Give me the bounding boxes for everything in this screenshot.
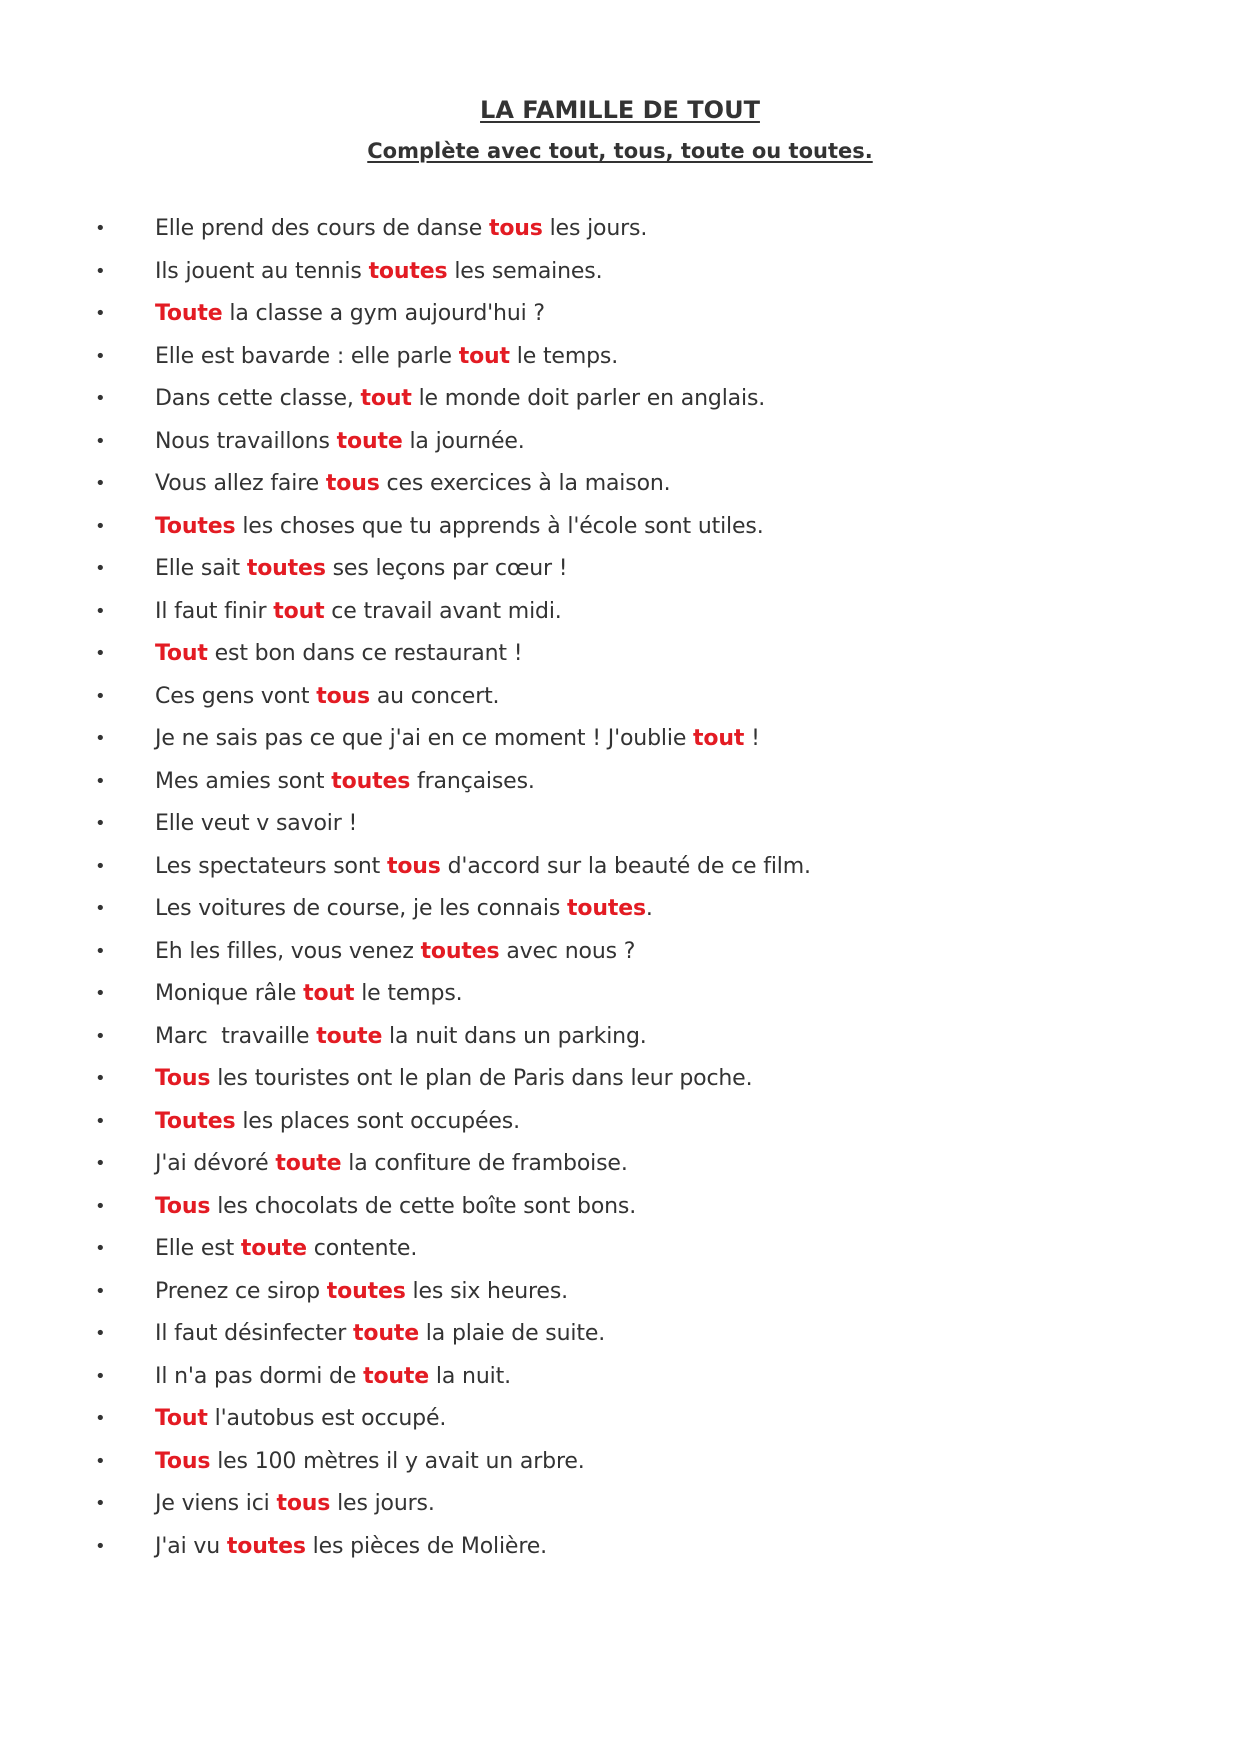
- bullet-icon: •: [95, 1195, 106, 1217]
- answer-word: tous: [276, 1491, 331, 1516]
- sentence-before: Elle sait: [155, 556, 247, 581]
- answer-word: tout: [360, 386, 412, 411]
- sentence-before: Il faut finir: [155, 598, 274, 624]
- exercise-sentence: [155, 850, 811, 884]
- exercise-sentence: [155, 1232, 417, 1266]
- sentence-before: Elle est: [155, 1236, 241, 1261]
- bullet-icon: •: [95, 643, 106, 664]
- exercise-item: [0, 1105, 1240, 1148]
- bullet-icon: •: [95, 388, 106, 409]
- sentence-before: Les spectateurs sont: [155, 853, 387, 879]
- answer-word: Toutes: [155, 1108, 236, 1134]
- sentence-after: les six heures.: [405, 1278, 568, 1304]
- exercise-item: [0, 850, 1240, 893]
- exercise-sentence: [155, 255, 602, 289]
- exercise-sentence: [155, 1402, 446, 1436]
- answer-word: toute: [352, 1321, 419, 1346]
- exercise-item: [0, 1402, 1240, 1445]
- sentence-after: la plaie de suite.: [418, 1321, 606, 1346]
- exercise-item: [0, 680, 1240, 723]
- sentence-after: les 100 mètres il y avait un arbre.: [210, 1448, 585, 1474]
- answer-word: Tout: [155, 1406, 208, 1431]
- exercise-sentence: [155, 1020, 647, 1054]
- bullet-icon: •: [95, 1280, 106, 1302]
- sentence-after: les places sont occupées.: [235, 1108, 520, 1134]
- bullet-icon: •: [95, 855, 106, 877]
- exercise-item: [0, 722, 1240, 765]
- answer-word: toutes: [420, 938, 500, 964]
- answer-word: toute: [240, 1236, 307, 1261]
- exercise-sentence: [155, 935, 635, 969]
- exercise-item: [0, 552, 1240, 595]
- page-title: LA FAMILLE DE TOUT: [480, 96, 760, 124]
- answer-word: toutes: [368, 258, 448, 284]
- sentence-before: Il faut désinfecter: [155, 1321, 353, 1346]
- bullet-icon: •: [95, 813, 106, 834]
- sentence-before: Elle veut v savoir !: [155, 811, 358, 836]
- sentence-after: les choses que tu apprends à l'école sont utiles.: [235, 513, 764, 539]
- sentence-before: Ces gens vont: [155, 683, 317, 709]
- sentence-after: d'accord sur la beauté de ce film.: [440, 853, 811, 879]
- sentence-after: le monde doit parler en anglais.: [411, 386, 766, 411]
- sentence-after: les touristes ont le plan de Paris dans leur poche.: [210, 1066, 753, 1091]
- sentence-before: Je ne sais pas ce que j'ai en ce moment ! J'oublie: [155, 726, 694, 751]
- exercise-sentence: [155, 425, 525, 459]
- sentence-after: le temps.: [354, 981, 463, 1006]
- exercise-item: [0, 892, 1240, 935]
- sentence-after: les jours.: [542, 216, 648, 241]
- exercise-item: [0, 297, 1240, 340]
- answer-word: toute: [316, 1023, 383, 1049]
- exercise-sentence: [155, 1445, 585, 1479]
- answer-word: Toute: [155, 301, 223, 326]
- exercise-sentence: [155, 977, 463, 1011]
- answer-word: toute: [336, 428, 403, 454]
- bullet-icon: •: [95, 515, 106, 537]
- answer-word: toute: [363, 1363, 430, 1389]
- exercise-sentence: [155, 552, 567, 586]
- sentence-after: au concert.: [370, 683, 500, 709]
- bullet-icon: •: [95, 685, 106, 707]
- sentence-after: la confiture de framboise.: [341, 1151, 628, 1176]
- exercise-list: [0, 212, 1240, 1572]
- sentence-before: Dans cette classe,: [155, 386, 361, 411]
- bullet-icon: •: [95, 940, 106, 962]
- sentence-before: Nous travaillons: [155, 428, 337, 454]
- sentence-before: J'ai vu: [155, 1533, 227, 1559]
- sentence-after: ses leçons par cœur !: [325, 556, 568, 581]
- sentence-after: ce travail avant midi.: [324, 598, 562, 624]
- sentence-after: les semaines.: [447, 258, 603, 284]
- bullet-icon: •: [95, 728, 106, 749]
- exercise-item: [0, 595, 1240, 638]
- exercise-item: [0, 637, 1240, 680]
- exercise-sentence: [155, 1190, 636, 1224]
- exercise-item: [0, 1232, 1240, 1275]
- sentence-before: Il n'a pas dormi de: [155, 1363, 364, 1389]
- bullet-icon: •: [95, 1535, 106, 1557]
- exercise-item: [0, 382, 1240, 425]
- exercise-item: [0, 1487, 1240, 1530]
- sentence-before: J'ai dévoré: [155, 1151, 276, 1176]
- bullet-icon: •: [95, 1025, 106, 1047]
- answer-word: Tous: [155, 1066, 211, 1091]
- answer-word: tous: [325, 471, 380, 496]
- sentence-after: ces exercices à la maison.: [379, 471, 671, 496]
- exercise-sentence: [155, 765, 535, 799]
- answer-word: tout: [273, 598, 325, 624]
- exercise-item: [0, 765, 1240, 808]
- exercise-item: [0, 510, 1240, 553]
- exercise-item: [0, 1445, 1240, 1488]
- exercise-sentence: [155, 340, 618, 374]
- sentence-before: Vous allez faire: [155, 471, 326, 496]
- answer-word: tout: [458, 343, 510, 369]
- answer-word: toutes: [226, 1533, 306, 1559]
- bullet-icon: •: [95, 1493, 106, 1514]
- bullet-icon: •: [95, 430, 106, 452]
- bullet-icon: •: [95, 898, 106, 919]
- sentence-after: françaises.: [410, 768, 535, 794]
- answer-word: tout: [693, 726, 745, 751]
- exercise-sentence: [155, 807, 357, 841]
- exercise-sentence: [155, 1530, 547, 1564]
- sentence-after: les chocolats de cette boîte sont bons.: [210, 1193, 637, 1219]
- sentence-after: les pièces de Molière.: [305, 1533, 547, 1559]
- exercise-sentence: [155, 637, 522, 671]
- sentence-before: Marc travaille: [155, 1023, 317, 1049]
- exercise-item: [0, 212, 1240, 255]
- bullet-icon: •: [95, 1238, 106, 1259]
- exercise-sentence: [155, 467, 671, 501]
- sentence-before: Elle prend des cours de danse: [155, 216, 489, 241]
- exercise-sentence: [155, 382, 765, 416]
- answer-word: tous: [386, 853, 441, 879]
- exercise-item: [0, 425, 1240, 468]
- exercise-item: [0, 1190, 1240, 1233]
- answer-word: tous: [316, 683, 370, 709]
- answer-word: toutes: [331, 768, 411, 794]
- answer-word: toute: [275, 1151, 342, 1176]
- exercise-sentence: [155, 722, 760, 756]
- bullet-icon: •: [95, 1110, 106, 1132]
- bullet-icon: •: [95, 473, 106, 494]
- exercise-sentence: [155, 1105, 520, 1139]
- bullet-icon: •: [95, 1153, 106, 1174]
- sentence-before: Monique râle: [155, 981, 304, 1006]
- bullet-icon: •: [95, 1323, 106, 1344]
- answer-word: Tous: [155, 1193, 211, 1219]
- sentence-before: Eh les filles, vous venez: [155, 938, 421, 964]
- bullet-icon: •: [95, 1365, 106, 1387]
- answer-word: Toutes: [155, 513, 236, 539]
- sentence-after: la nuit.: [429, 1363, 511, 1389]
- exercise-sentence: [155, 680, 499, 714]
- exercise-item: [0, 1360, 1240, 1403]
- answer-word: toutes: [326, 1278, 406, 1304]
- exercise-sentence: [155, 1360, 511, 1394]
- sentence-before: Les voitures de course, je les connais: [155, 896, 567, 921]
- exercise-sentence: [155, 212, 647, 246]
- sentence-after: les jours.: [330, 1491, 435, 1516]
- sentence-after: la nuit dans un parking.: [382, 1023, 647, 1049]
- exercise-item: [0, 1275, 1240, 1318]
- sentence-after: la classe a gym aujourd'hui ?: [222, 301, 545, 326]
- answer-word: toutes: [246, 556, 326, 581]
- exercise-sentence: [155, 510, 764, 544]
- answer-word: toutes: [566, 896, 646, 921]
- exercise-sentence: [155, 892, 653, 926]
- exercise-item: [0, 935, 1240, 978]
- bullet-icon: •: [95, 1450, 106, 1472]
- sentence-before: Elle est bavarde : elle parle: [155, 343, 459, 369]
- bullet-icon: •: [95, 1068, 106, 1089]
- sentence-before: Ils jouent au tennis: [155, 258, 369, 284]
- sentence-after: !: [744, 726, 760, 751]
- bullet-icon: •: [95, 600, 106, 622]
- instructions-subtitle: Complète avec tout, tous, toute ou toutes.: [367, 139, 873, 163]
- exercise-sentence: [155, 1147, 628, 1181]
- sentence-after: est bon dans ce restaurant !: [207, 641, 523, 666]
- exercise-item: [0, 340, 1240, 383]
- exercise-item: [0, 1317, 1240, 1360]
- exercise-item: [0, 1062, 1240, 1105]
- answer-word: tout: [303, 981, 355, 1006]
- sentence-after: la journée.: [402, 428, 525, 454]
- sentence-before: Prenez ce sirop: [155, 1278, 327, 1304]
- sentence-after: l'autobus est occupé.: [207, 1406, 447, 1431]
- answer-word: Tous: [155, 1448, 211, 1474]
- sentence-after: .: [645, 896, 653, 921]
- bullet-icon: •: [95, 260, 106, 282]
- exercise-item: [0, 977, 1240, 1020]
- exercise-sentence: [155, 297, 545, 331]
- exercise-sentence: [155, 1062, 752, 1096]
- exercise-sentence: [155, 595, 562, 629]
- exercise-item: [0, 467, 1240, 510]
- exercise-sentence: [155, 1487, 435, 1521]
- exercise-item: [0, 1020, 1240, 1063]
- bullet-icon: •: [95, 1408, 106, 1429]
- sentence-before: Je viens ici: [155, 1491, 277, 1516]
- bullet-icon: •: [95, 345, 106, 367]
- exercise-item: [0, 1147, 1240, 1190]
- sentence-before: Mes amies sont: [155, 768, 332, 794]
- bullet-icon: •: [95, 303, 106, 324]
- exercise-item: [0, 255, 1240, 298]
- exercise-item: [0, 807, 1240, 850]
- exercise-sentence: [155, 1317, 605, 1351]
- exercise-item: [0, 1530, 1240, 1573]
- exercise-sentence: [155, 1275, 568, 1309]
- sentence-after: contente.: [306, 1236, 418, 1261]
- bullet-icon: •: [95, 770, 106, 792]
- bullet-icon: •: [95, 218, 106, 239]
- bullet-icon: •: [95, 983, 106, 1004]
- bullet-icon: •: [95, 558, 106, 579]
- sentence-after: le temps.: [509, 343, 619, 369]
- sentence-after: avec nous ?: [499, 938, 636, 964]
- answer-word: tous: [488, 216, 543, 241]
- answer-word: Tout: [155, 641, 208, 666]
